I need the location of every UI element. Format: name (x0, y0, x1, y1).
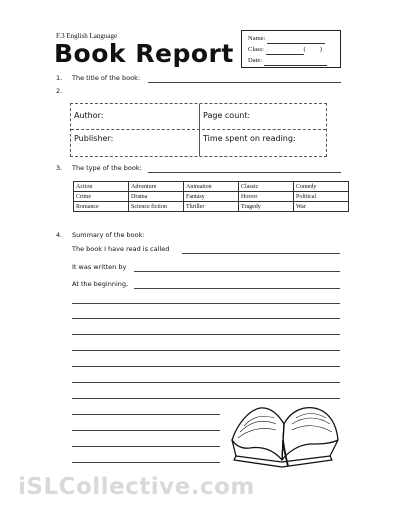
genre-cell[interactable]: Fantasy (184, 192, 239, 202)
info-divider-horizontal (71, 129, 326, 130)
genre-cell[interactable]: Thriller (184, 202, 239, 212)
writing-line[interactable] (72, 350, 340, 351)
page-title: Book Report (54, 39, 234, 68)
genre-cell[interactable]: Tragedy (239, 202, 294, 212)
genre-cell[interactable]: Drama (129, 192, 184, 202)
date-label: Date: (248, 57, 263, 64)
date-field[interactable] (264, 65, 327, 66)
time-spent-label: Time spent on reading: (203, 134, 296, 143)
q1-text: The title of the book: (72, 74, 141, 82)
book-name-field[interactable] (182, 253, 340, 254)
book-title-field[interactable] (148, 82, 341, 83)
genre-cell[interactable]: Animation (184, 182, 239, 192)
genre-cell[interactable]: Romance (74, 202, 129, 212)
genre-cell[interactable]: Political (294, 192, 349, 202)
summary-line1-text: The book I have read is called (72, 245, 170, 253)
summary-line3-text: At the beginning, (72, 280, 129, 288)
publisher-label: Publisher: (74, 134, 114, 143)
class-number-close: ) (319, 46, 322, 53)
writing-line[interactable] (72, 334, 340, 335)
class-label: Class: (248, 46, 264, 53)
author-label: Author: (74, 111, 104, 120)
name-row (248, 33, 340, 44)
name-label: Name: (248, 35, 266, 42)
genre-cell[interactable]: Horror (239, 192, 294, 202)
writing-line[interactable] (72, 446, 220, 447)
writing-line[interactable] (72, 366, 340, 367)
writing-line[interactable] (72, 462, 220, 463)
student-info-box (241, 30, 341, 68)
genre-cell[interactable]: Classic (239, 182, 294, 192)
q1-number: 1. (56, 74, 63, 82)
genre-row (74, 192, 349, 202)
q4-text: Summary of the book: (72, 231, 145, 239)
date-row (248, 55, 340, 66)
book-type-field[interactable] (148, 172, 341, 173)
genre-row (74, 202, 349, 212)
writing-line[interactable] (72, 303, 340, 304)
summary-line2-text: It was written by (72, 263, 127, 271)
writing-line[interactable] (72, 398, 340, 399)
genre-table (73, 181, 349, 212)
book-details-box (70, 103, 327, 157)
q4-number: 4. (56, 231, 63, 239)
page-count-label: Page count: (203, 111, 251, 120)
open-book-icon (226, 400, 346, 470)
genre-row (74, 182, 349, 192)
course-label: F.3 English Language (56, 32, 118, 40)
class-row (248, 44, 340, 55)
info-divider-vertical (199, 104, 200, 156)
genre-cell[interactable]: Adventure (129, 182, 184, 192)
genre-cell[interactable]: Crime (74, 192, 129, 202)
q2-number: 2. (56, 87, 63, 95)
genre-cell[interactable]: Comedy (294, 182, 349, 192)
q3-number: 3. (56, 164, 63, 172)
genre-cell[interactable]: Science fiction (129, 202, 184, 212)
genre-cell[interactable]: Action (74, 182, 129, 192)
summary-field[interactable] (134, 288, 340, 289)
writing-line[interactable] (72, 382, 340, 383)
class-number-open: ( (303, 46, 306, 53)
writing-line[interactable] (72, 430, 220, 431)
genre-cell[interactable]: War (294, 202, 349, 212)
author-name-field[interactable] (134, 271, 340, 272)
writing-line[interactable] (72, 318, 340, 319)
watermark: iSLCollective.com (18, 474, 255, 500)
writing-line[interactable] (72, 414, 220, 415)
q3-text: The type of the book: (72, 164, 142, 172)
